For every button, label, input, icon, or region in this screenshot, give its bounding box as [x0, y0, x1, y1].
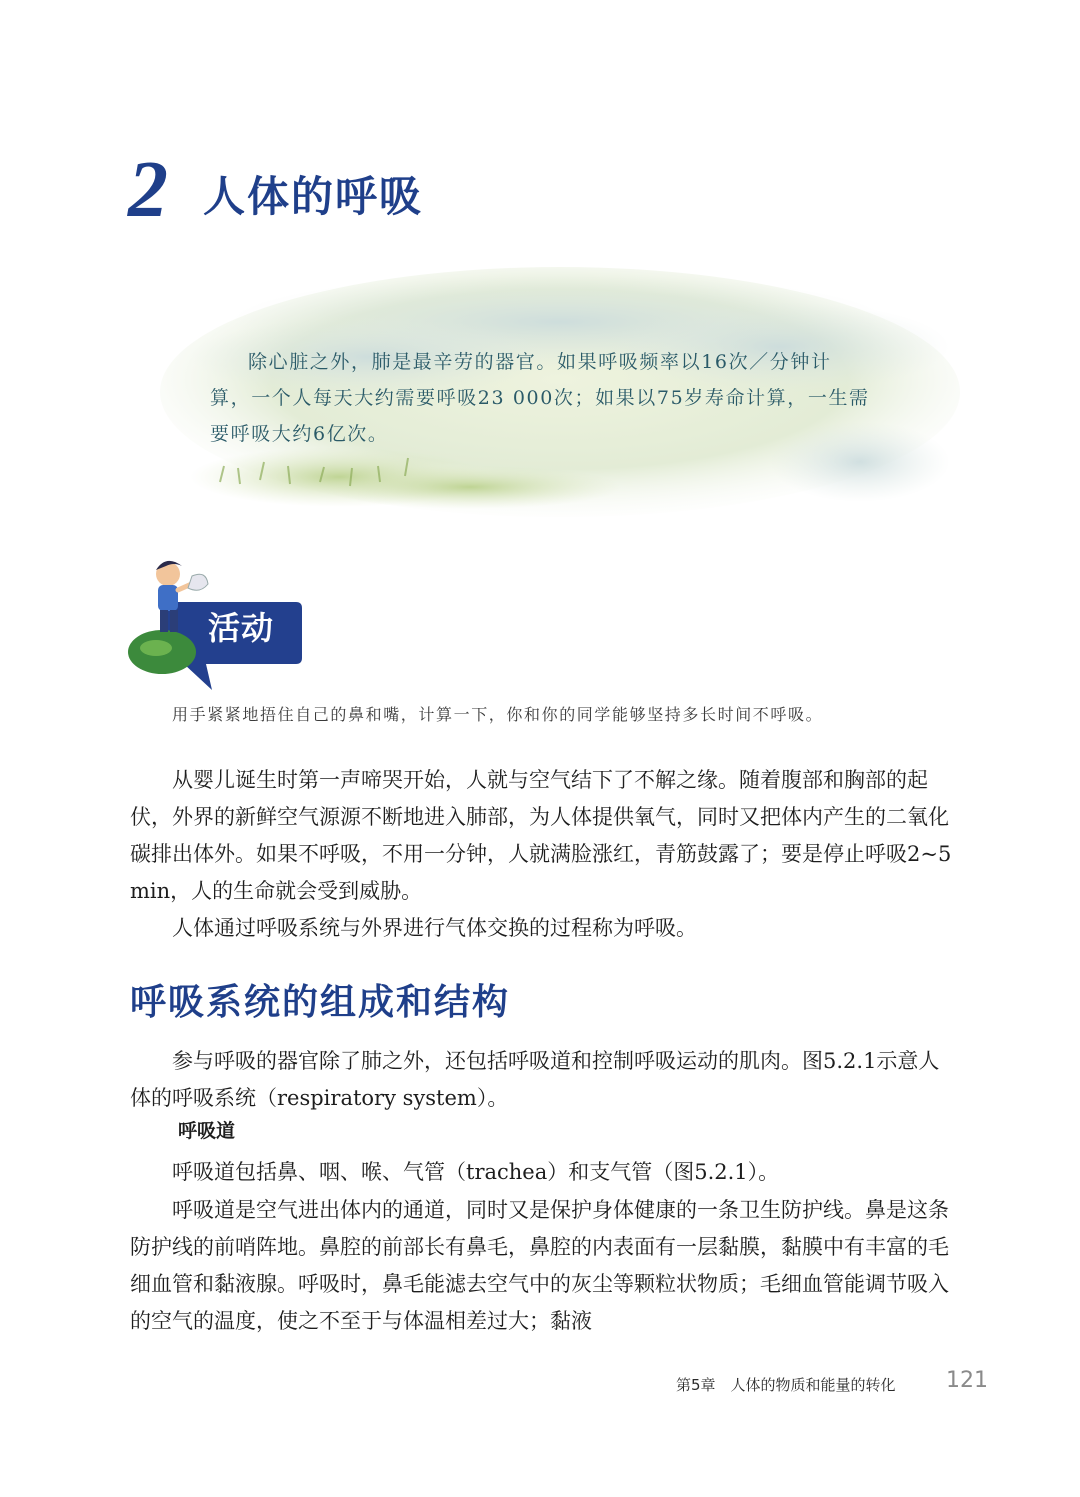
body-paragraph: 从婴儿诞生时第一声啼哭开始，人就与空气结下了不解之缘。随着腹部和胸部的起伏，外界的新鲜空气源源不断地进入肺部，为人体提供氧气，同时又把体内产生的二氧化碳排出体外。如果不呼吸，不用一分钟，人就满脸涨红，青筋鼓露了；要是停止呼吸2~5 min，人的生命就会受到威胁。	[130, 768, 952, 903]
body-paragraph: 呼吸道是空气进出体内的通道，同时又是保护身体健康的一条卫生防护线。鼻是这条防护线的前哨阵地。鼻腔的前部长有鼻毛，鼻腔的内表面有一层黏膜，黏膜中有丰富的毛细血管和黏液腺。呼吸时，鼻毛能滤去空气中的灰尘等颗粒状物质；毛细血管能调节吸入的空气的温度，使之不至于与体温相差过大；黏液	[130, 1198, 949, 1333]
body-paragraph: 人体通过呼吸系统与外界进行气体交换的过程称为呼吸。	[172, 916, 697, 940]
page-number: 121	[946, 1368, 988, 1393]
chapter-number: 2	[128, 146, 168, 234]
activity-text: 用手紧紧地捂住自己的鼻和嘴，计算一下，你和你的同学能够坚持多长时间不呼吸。	[172, 705, 824, 724]
intro-text	[210, 344, 870, 452]
body-paragraph: 参与呼吸的器官除了肺之外，还包括呼吸道和控制呼吸运动的肌肉。图5.2.1示意人体的呼吸系统（respiratory system）。	[130, 1049, 940, 1110]
subheading: 呼吸道	[178, 1120, 236, 1142]
body-paragraph: 呼吸道包括鼻、咽、喉、气管（trachea）和支气管（图5.2.1）。	[172, 1160, 780, 1184]
chapter-title: 人体的呼吸	[203, 172, 424, 221]
section-title: 呼吸系统的组成和结构	[130, 982, 511, 1023]
footer-chapter-label: 第5章 人体的物质和能量的转化	[676, 1376, 896, 1394]
intro-paragraph: 除心脏之外，肺是最辛劳的器官。如果呼吸频率以16次／分钟计算，一个人每天大约需要呼吸23 000次；如果以75岁寿命计算，一生需要呼吸大约6亿次。	[210, 351, 870, 445]
activity-label: 活动	[208, 609, 275, 647]
